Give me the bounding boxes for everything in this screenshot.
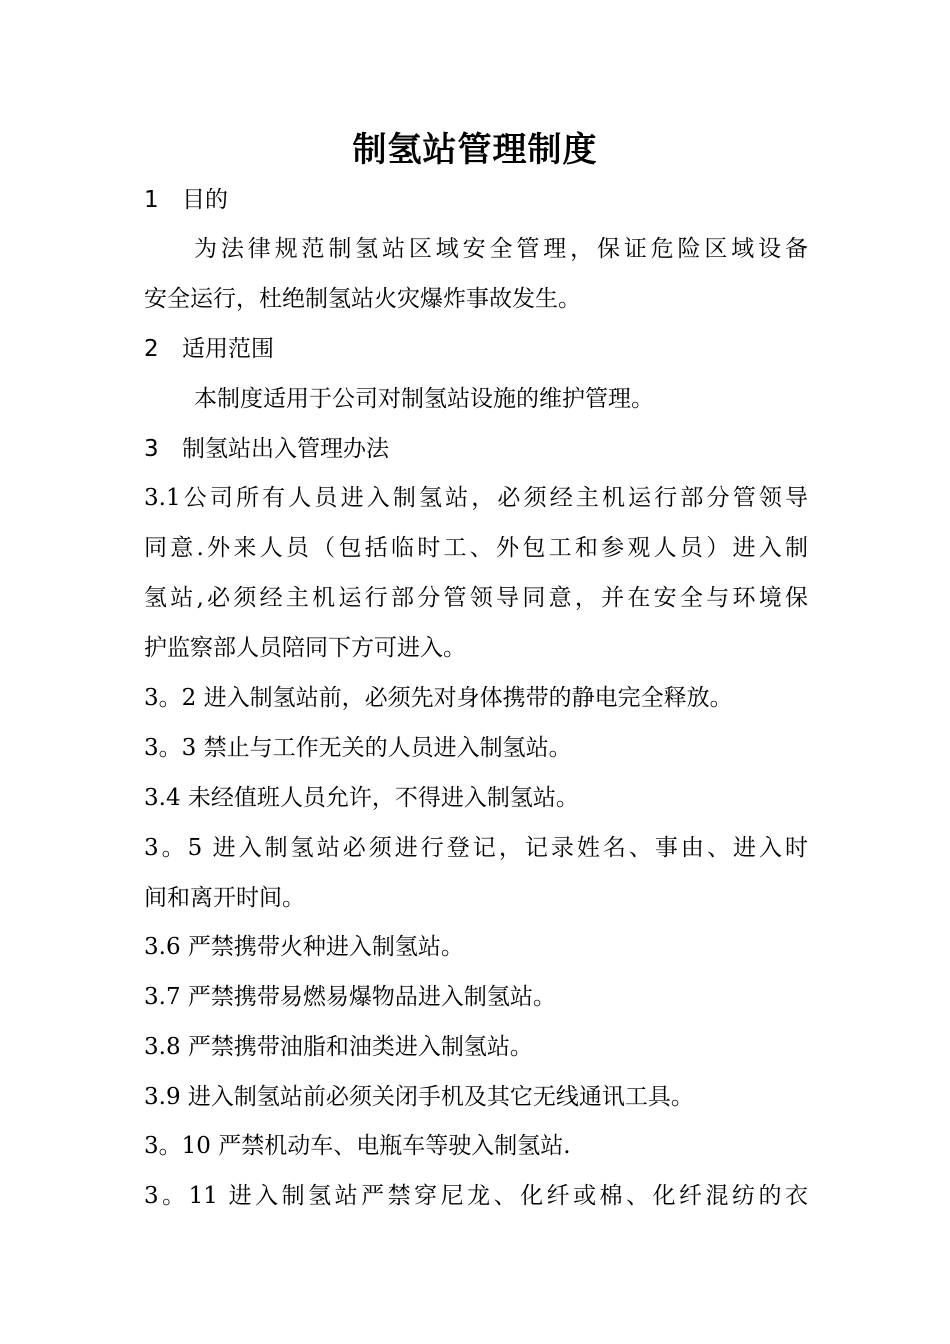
section-heading-3 xyxy=(144,424,808,474)
clause-line: 同意.外来人员（包括临时工、外包工和参观人员）进入制 xyxy=(144,535,808,561)
clause-line: 3。2 进入制氢站前，必须先对身体携带的静电完全释放。 xyxy=(144,685,733,711)
clause-line: 3.6 严禁携带火种进入制氢站。 xyxy=(144,934,464,960)
clause-line: 3.1公司所有人员进入制氢站，必须经主机运行部分管领导 xyxy=(144,485,808,511)
clause-line: 3.9 进入制氢站前必须关闭手机及其它无线通讯工具。 xyxy=(144,1084,694,1110)
clause-line: 3。10 严禁机动车、电瓶车等驶入制氢站. xyxy=(144,1133,571,1159)
document-title: 制氢站管理制度 xyxy=(352,130,598,170)
section-number: 3 xyxy=(144,436,159,462)
section-heading-2 xyxy=(144,324,808,374)
clause-line: 3。5 进入制氢站必须进行登记，记录姓名、事由、进入时 xyxy=(144,835,808,861)
clause-line: 3。3 禁止与工作无关的人员进入制氢站。 xyxy=(144,735,572,761)
section-number: 1 xyxy=(144,187,159,213)
paragraph-line: 为法律规范制氢站区域安全管理，保证危险区域设备 xyxy=(194,236,808,262)
clause-line: 氢站,必须经主机运行部分管领导同意，并在安全与环境保 xyxy=(144,585,808,611)
section-number: 2 xyxy=(144,336,159,362)
clause-line: 3。11 进入制氢站严禁穿尼龙、化纤或棉、化纤混纺的衣 xyxy=(144,1183,808,1209)
clause-line: 护监察部人员陪同下方可进入。 xyxy=(144,635,466,661)
clause-line: 间和离开时间。 xyxy=(144,885,305,911)
section-heading-1 xyxy=(144,175,808,225)
paragraph-line: 本制度适用于公司对制氢站设施的维护管理。 xyxy=(194,386,654,412)
section-heading-text: 制氢站出入管理办法 xyxy=(182,436,389,462)
paragraph-line: 安全运行，杜绝制氢站火灾爆炸事故发生。 xyxy=(144,286,581,312)
clause-line: 3.7 严禁携带易燃易爆物品进入制氢站。 xyxy=(144,984,556,1010)
clause-line: 3.4 未经值班人员允许，不得进入制氢站。 xyxy=(144,785,579,811)
clause-line: 3.8 严禁携带油脂和油类进入制氢站。 xyxy=(144,1034,533,1060)
section-heading-text: 适用范围 xyxy=(182,336,274,362)
section-heading-text: 目的 xyxy=(182,187,228,213)
